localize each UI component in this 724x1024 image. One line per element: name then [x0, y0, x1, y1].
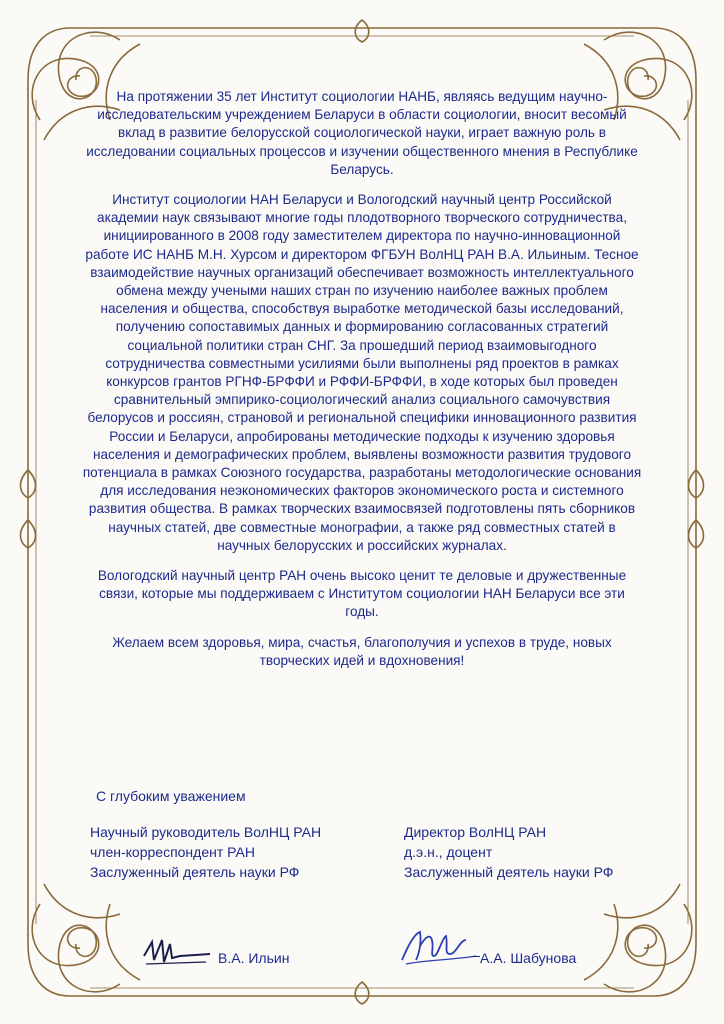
signature-left: [140, 934, 214, 970]
signatory-left-name: В.А. Ильин: [218, 950, 290, 966]
paragraph-3: Вологодский научный центр РАН очень высоко ценит те деловые и дружественные связи, которые мы поддерживаем с Институтом социологии НАН Беларуси все эти годы.: [97, 568, 627, 620]
paragraph-1: На протяжении 35 лет Институт социологии НАНБ, являясь ведущим научно-исследовательским учреждением Беларуси в области социологии, вносит весомый вклад в развитие белорусской социологической науки, играет важную роль в исследовании социальных процессов и изучении общественного мнения в Республике Беларусь.: [86, 89, 638, 177]
signatory-right-honor: Заслуженный деятель науки РФ: [404, 864, 614, 880]
letter-body: [82, 88, 642, 682]
signatory-left-honor: Заслуженный деятель науки РФ: [90, 864, 300, 880]
paragraph-4: Желаем всем здоровья, мира, счастья, благополучия и успехов в труде, новых творческих идей и вдохновения!: [112, 634, 612, 668]
signatory-right-degree: д.э.н., доцент: [404, 844, 493, 860]
closing-salutation: С глубоким уважением: [96, 788, 246, 804]
signatory-right-titles: [404, 822, 613, 882]
paragraph-2: Институт социологии НАН Беларуси и Вологодский научный центр Российской академии наук связывают многие годы плодотворного творческого сотрудничества, инициированного в 2008 году заместителем директора по научно-инновационной работе ИС НАНБ М.Н. Хурсом и директором ФГБУН ВолНЦ РАН В.А. Ильиным. Тесное взаимодействие научных организаций обеспечивает возможность интеллектуального обмена между учеными наших стран по изучению наиболее важных проблем населения и общества, способствуя выработке методической базы исследований, получению сопоставимых данных и формированию согласованных стратегий социальной политики стран СНГ. За прошедший период взаимовыгодного сотрудничества совместными усилиями были выполнены ряд проектов в рамках конкурсов грантов РГНФ-БРФФИ и РФФИ-БРФФИ, в ходе которых был проведен сравнительный эмпирико-социологический анализ социального самочувствия белорусов и россиян, страновой и региональной специфики инновационного развития России и Беларуси, апробированы методические подходы к изучению здоровья населения и демографических проблем, выявлены возможности развития трудового потенциала в рамках Союзного государства, разработаны методологические основания для исследования неэкономических факторов экономического роста и системного развития общества. В рамках творческих взаимосвязей подготовлены пять сборников научных статей, две совместные монографии, а также ряд совместных статей в научных белорусских и российских журналах.: [82, 192, 642, 553]
signature-dash: [472, 956, 480, 957]
signature-right: [396, 926, 480, 968]
signatory-left-rank: член-корреспондент РАН: [90, 844, 256, 860]
signatory-left-position: Научный руководитель ВолНЦ РАН: [90, 824, 322, 840]
signatory-right-name: А.А. Шабунова: [480, 950, 577, 966]
signatory-left-titles: [90, 822, 321, 882]
signatory-right-position: Директор ВолНЦ РАН: [404, 824, 547, 840]
